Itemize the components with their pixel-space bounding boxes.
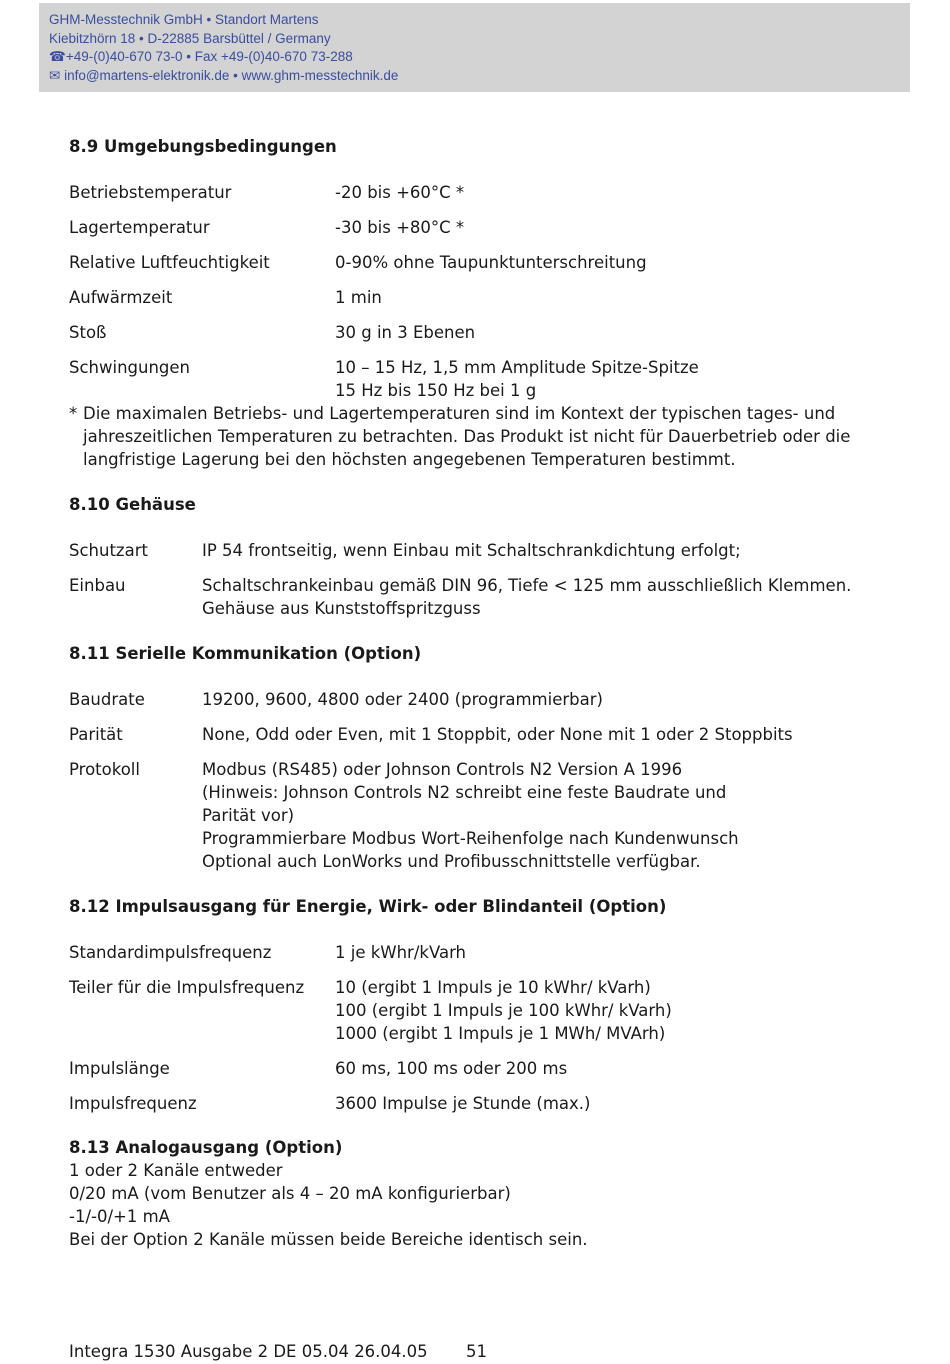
spec-row [69,574,859,620]
spec-value: None, Odd oder Even, mit 1 Stoppbit, oder None mit 1 oder 2 Stoppbits [202,725,793,744]
spec-value: 19200, 9600, 4800 oder 2400 (programmierbar) [202,690,603,709]
page-number: 51 [466,1342,487,1361]
spec-label: Baudrate [69,690,145,709]
spec-value: 30 g in 3 Ebenen [335,323,476,342]
email-line [49,67,910,86]
spec-value: 0-90% ohne Taupunktunterschreitung [335,253,647,272]
spec-value: 15 Hz bis 150 Hz bei 1 g [335,381,537,400]
spec-label: Impulslänge [69,1059,170,1078]
section-8-13-body [69,1159,859,1251]
body-line: -1/-0/+1 mA [69,1207,170,1226]
spec-value: Schaltschrankeinbau gemäß DIN 96, Tiefe < 125 mm ausschließlich Klemmen. [202,576,852,595]
section-8-12-title: 8.12 Impulsausgang für Energie, Wirk- oder Blindanteil (Option) [69,897,667,916]
spec-value: 1 je kWhr/kVarh [335,943,467,962]
spec-label: Protokoll [69,760,140,779]
spec-value: Programmierbare Modbus Wort-Reihenfolge nach Kundenwunsch [202,829,739,848]
spec-value: Parität vor) [202,806,295,825]
document-reference: Integra 1530 Ausgabe 2 DE 05.04 26.04.05 [69,1342,428,1361]
letterhead [39,3,910,92]
company-line: GHM-Messtechnik GmbH • Standort Martens [49,12,319,27]
spec-label: Schwingungen [69,358,191,377]
spec-label: Aufwärmzeit [69,288,173,307]
spec-value: 10 – 15 Hz, 1,5 mm Amplitude Spitze-Spitze [335,358,699,377]
email-text: info@martens-elektronik.de • www.ghm-messtechnik.de [64,67,399,83]
section-8-10-title: 8.10 Gehäuse [69,495,196,514]
spec-value: (Hinweis: Johnson Controls N2 schreibt eine feste Baudrate und [202,783,727,802]
mail-icon: ✉ [49,67,61,83]
spec-value: Gehäuse aus Kunststoffspritzguss [202,599,481,618]
spec-label: Relative Luftfeuchtigkeit [69,253,270,272]
spec-row [69,976,859,1045]
section-8-9-title: 8.9 Umgebungsbedingungen [69,137,337,156]
spec-value: Optional auch LonWorks und Profibusschnittstelle verfügbar. [202,852,701,871]
spec-label: Teiler für die Impulsfrequenz [69,978,305,997]
section-8-12-table [69,941,859,1115]
address-line: Kiebitzhörn 18 • D-22885 Barsbüttel / Germany [49,30,331,46]
spec-value: -20 bis +60°C * [335,183,465,202]
section-8-9-table [69,181,859,402]
spec-label: Betriebstemperatur [69,183,232,202]
spec-row [69,216,859,239]
spec-label: Parität [69,725,123,744]
spec-label: Schutzart [69,541,148,560]
document-body [69,134,859,1251]
phone-text: +49-(0)40-670 73-0 • Fax +49-(0)40-670 73-288 [65,49,353,64]
temperature-footnote [69,402,859,471]
page-footer [69,1341,487,1363]
spec-row [69,1057,859,1080]
spec-row [69,539,859,562]
phone-line [49,48,910,67]
section-8-10-table [69,539,859,620]
spec-value: 1 min [335,288,382,307]
spec-value: 3600 Impulse je Stunde (max.) [335,1094,591,1113]
spec-row [69,1092,859,1115]
footnote-line: langfristige Lagerung bei den höchsten angegebenen Temperaturen bestimmt. [83,450,736,469]
spec-row [69,941,859,964]
footnote-line: jahreszeitlichen Temperaturen zu betrachten. Das Produkt ist nicht für Dauerbetrieb oder die [83,427,851,446]
spec-row [69,688,859,711]
section-8-13-title: 8.13 Analogausgang (Option) [69,1138,343,1157]
spec-row [69,251,859,274]
spec-row [69,758,859,873]
spec-row [69,356,859,402]
spec-value: -30 bis +80°C * [335,218,465,237]
body-line: Bei der Option 2 Kanäle müssen beide Bereiche identisch sein. [69,1230,588,1249]
section-8-11-title: 8.11 Serielle Kommunikation (Option) [69,644,422,663]
spec-row [69,321,859,344]
spec-label: Einbau [69,576,126,595]
spec-label: Impulsfrequenz [69,1094,197,1113]
spec-label: Standardimpulsfrequenz [69,943,272,962]
spec-value: 60 ms, 100 ms oder 200 ms [335,1059,568,1078]
spec-value: 100 (ergibt 1 Impuls je 100 kWhr/ kVarh) [335,1001,672,1020]
body-line: 1 oder 2 Kanäle entweder [69,1161,283,1180]
footnote-line: Die maximalen Betriebs- und Lagertemperaturen sind im Kontext der typischen tages- und [83,404,836,423]
spec-row [69,181,859,204]
spec-row [69,286,859,309]
spec-row [69,723,859,746]
spec-value: IP 54 frontseitig, wenn Einbau mit Schaltschrankdichtung erfolgt; [202,541,741,560]
spec-label: Lagertemperatur [69,218,210,237]
phone-icon: ☎ [49,49,66,64]
spec-label: Stoß [69,323,107,342]
section-8-11-table [69,688,859,873]
footnote-mark: * [69,404,78,423]
spec-value: 1000 (ergibt 1 Impuls je 1 MWh/ MVArh) [335,1024,666,1043]
spec-value: 10 (ergibt 1 Impuls je 10 kWhr/ kVarh) [335,978,651,997]
body-line: 0/20 mA (vom Benutzer als 4 – 20 mA konfigurierbar) [69,1184,511,1203]
spec-value: Modbus (RS485) oder Johnson Controls N2 Version A 1996 [202,760,683,779]
